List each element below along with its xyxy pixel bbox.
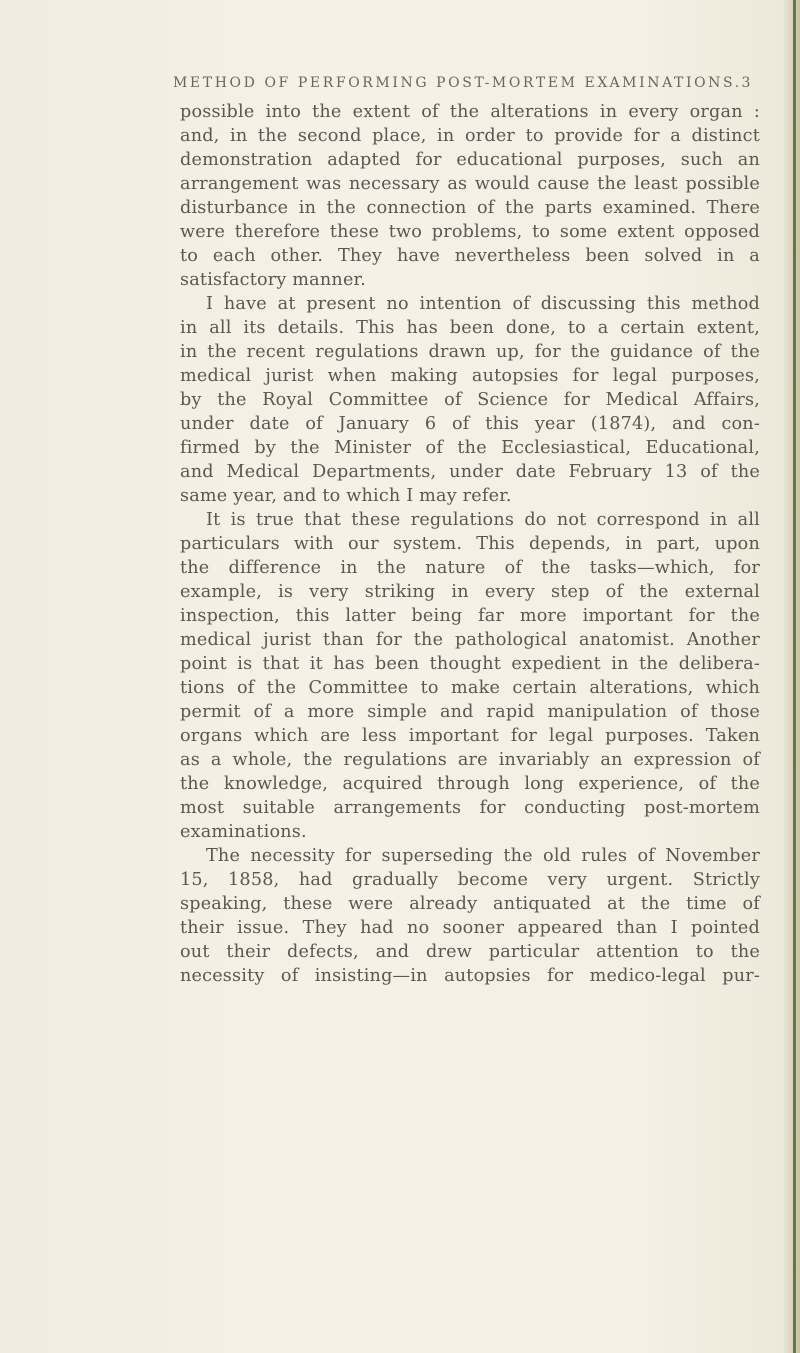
text-line: were therefore these two problems, to some extent opposed — [180, 222, 760, 242]
text-line: demonstration adapted for educational purposes, such an — [180, 150, 760, 170]
text-line: and Medical Departments, under date February 13 of the — [180, 462, 760, 482]
text-line: the knowledge, acquired through long experience, of the — [180, 774, 760, 794]
page-edge — [784, 0, 800, 1353]
body-text — [180, 100, 760, 988]
text-line: The necessity for superseding the old rules of November — [206, 846, 760, 866]
text-line: I have at present no intention of discussing this method — [206, 294, 760, 314]
text-line: organs which are less important for legal purposes. Taken — [180, 726, 760, 746]
text-line: in all its details. This has been done, to a certain extent, — [180, 318, 760, 338]
page-edge-line — [793, 0, 796, 1353]
running-head — [173, 75, 753, 91]
text-line: example, is very striking in every step of the external — [180, 582, 760, 602]
text-line: satisfactory manner. — [180, 270, 367, 290]
text-line: in the recent regulations drawn up, for the guidance of the — [180, 342, 760, 362]
text-line: to each other. They have nevertheless been solved in a — [180, 246, 760, 266]
text-line: necessity of insisting—in autopsies for medico-legal pur- — [180, 966, 760, 986]
text-line: point is that it has been thought expedient in the delibera- — [180, 654, 760, 674]
text-line: speaking, these were already antiquated at the time of — [180, 894, 760, 914]
running-head-title: METHOD OF PERFORMING POST-MORTEM EXAMINATIONS. — [173, 75, 742, 91]
text-line: It is true that these regulations do not correspond in all — [206, 510, 760, 530]
text-line: same year, and to which I may refer. — [180, 486, 512, 506]
text-line: examinations. — [180, 822, 307, 842]
text-line: out their defects, and drew particular attention to the — [180, 942, 760, 962]
text-line: as a whole, the regulations are invariably an expression of — [180, 750, 760, 770]
text-line: possible into the extent of the alterations in every organ : — [180, 102, 760, 122]
text-line: and, in the second place, in order to provide for a distinct — [180, 126, 760, 146]
text-line: particulars with our system. This depends, in part, upon — [180, 534, 760, 554]
text-line: inspection, this latter being far more important for the — [180, 606, 760, 626]
text-line: permit of a more simple and rapid manipulation of those — [180, 702, 760, 722]
text-line: firmed by the Minister of the Ecclesiastical, Educational, — [180, 438, 760, 458]
text-line: disturbance in the connection of the parts examined. There — [180, 198, 760, 218]
text-line: medical jurist when making autopsies for legal purposes, — [180, 366, 760, 386]
text-line: most suitable arrangements for conducting post-mortem — [180, 798, 760, 818]
text-line: under date of January 6 of this year (1874), and con- — [180, 414, 760, 434]
text-line: 15, 1858, had gradually become very urgent. Strictly — [180, 870, 760, 890]
text-line: their issue. They had no sooner appeared than I pointed — [180, 918, 760, 938]
page-number: 3 — [741, 75, 753, 91]
text-line: tions of the Committee to make certain alterations, which — [180, 678, 760, 698]
text-line: arrangement was necessary as would cause the least possible — [180, 174, 760, 194]
text-line: by the Royal Committee of Science for Medical Affairs, — [180, 390, 760, 410]
text-line: medical jurist than for the pathological anatomist. Another — [180, 630, 760, 650]
text-line: the difference in the nature of the tasks—which, for — [180, 558, 760, 578]
